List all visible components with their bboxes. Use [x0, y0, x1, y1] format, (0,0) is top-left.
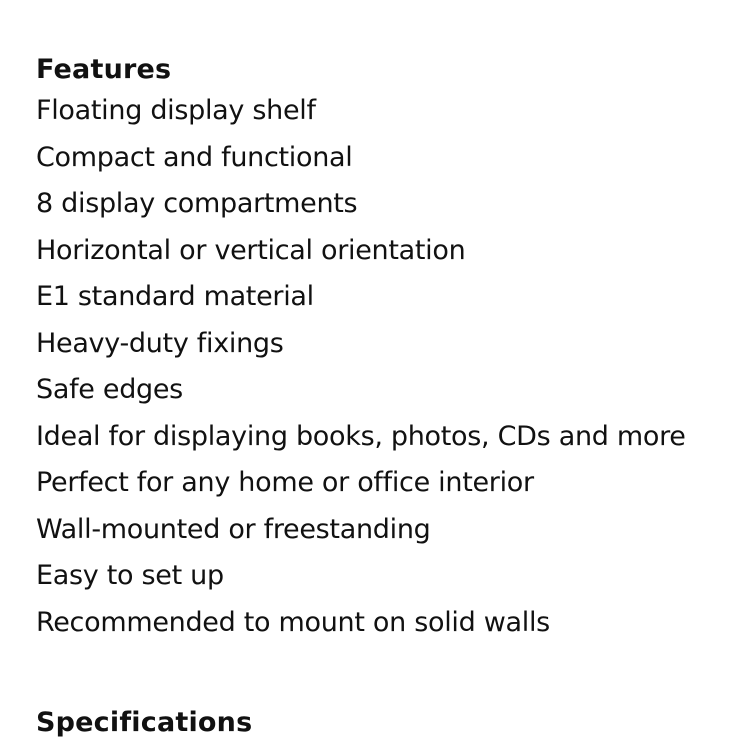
features-heading: Features	[36, 54, 172, 85]
feature-item: Compact and functional	[36, 141, 353, 173]
features-section	[36, 52, 736, 646]
feature-item: Heavy-duty fixings	[36, 327, 284, 359]
feature-item: Perfect for any home or office interior	[36, 467, 534, 498]
feature-item: 8 display compartments	[36, 188, 358, 219]
specifications-heading: Specifications	[36, 707, 253, 738]
feature-item: Easy to set up	[36, 560, 224, 591]
feature-item: Wall-mounted or freestanding	[36, 513, 431, 545]
feature-item: E1 standard material	[36, 281, 314, 312]
feature-item: Recommended to mount on solid walls	[36, 606, 550, 638]
features-list	[36, 88, 736, 646]
feature-item: Horizontal or vertical orientation	[36, 234, 466, 266]
feature-item: Floating display shelf	[36, 95, 316, 126]
feature-item: Ideal for displaying books, photos, CDs and more	[36, 420, 686, 452]
feature-item: Safe edges	[36, 374, 183, 405]
